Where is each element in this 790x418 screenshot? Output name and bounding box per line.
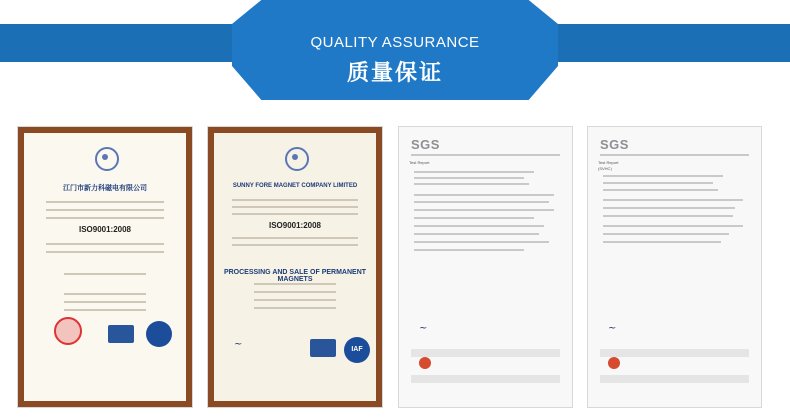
text-line [603,175,723,177]
text-line [414,177,524,179]
header-title-zh: 质量保证 [346,60,443,85]
text-line [414,217,534,219]
text-line [603,233,729,235]
text-line [46,209,164,211]
sgs-test-report-1 [398,126,573,408]
divider [600,154,749,156]
text-line [232,244,358,246]
footer-strip [600,375,749,383]
report-label: Test Report [409,160,430,165]
text-line [46,201,164,203]
text-line [254,299,336,301]
report-sub: (SVHC) [598,166,612,171]
text-line [232,206,358,208]
cert-standard: ISO9001:2008 [78,225,132,234]
header-title-en: QUALITY ASSURANCE [310,34,480,51]
text-line [254,307,336,309]
iaf-logo-icon [146,321,172,347]
signature-icon: ~ [419,323,428,334]
text-line [46,217,164,219]
text-line [46,243,164,245]
certificate-paper [24,133,186,401]
cert-company-name: 江门市新力科磁电有限公司 [63,185,147,192]
text-line [64,293,146,295]
footer-strip [411,375,560,383]
text-line [46,251,164,253]
report-label: Test Report [598,160,619,165]
text-line [603,207,735,209]
text-line [254,291,336,293]
text-line [414,233,539,235]
signature-icon: ~ [234,339,243,350]
text-line [64,309,146,311]
text-line [414,241,549,243]
text-line [64,273,146,275]
text-line [414,209,554,211]
text-line [232,199,358,201]
footer-strip [411,349,560,357]
signature-icon: ~ [608,323,617,334]
cert-emblem-icon [95,147,119,171]
text-line [64,301,146,303]
text-line [414,194,554,196]
text-line [603,225,743,227]
red-seal-icon [54,317,82,345]
text-line [414,183,529,185]
text-line [414,201,549,203]
text-line [414,249,524,251]
iaf-logo-icon: IAF [344,337,370,363]
header-band-left [0,24,250,62]
text-line [254,283,336,285]
text-line [603,199,743,201]
footer-strip [600,349,749,357]
text-line [414,225,544,227]
sgs-brand: SGS [600,137,629,152]
certificate-paper [214,133,376,401]
cert-company-name: SUNNY FORE MAGNET COMPANY LIMITED [232,183,358,189]
sgs-brand: SGS [411,137,440,152]
header-band-right [540,24,790,62]
text-line [603,241,721,243]
certificate-iso-english [207,126,383,408]
ukas-logo-icon [108,325,134,343]
red-seal-icon [608,357,620,369]
certificate-iso-chinese [17,126,193,408]
sgs-test-report-2 [587,126,762,408]
text-line [603,189,718,191]
ukas-logo-icon [310,339,336,357]
text-line [603,215,733,217]
divider [411,154,560,156]
text-line [232,237,358,239]
cert-emblem-icon [285,147,309,171]
cert-standard: ISO9001:2008 [268,221,322,230]
text-line [232,213,358,215]
text-line [603,182,713,184]
text-line [414,171,534,173]
cert-scope-title: PROCESSING AND SALE OF PERMANENT MAGNETS [223,269,367,283]
red-seal-icon [419,357,431,369]
